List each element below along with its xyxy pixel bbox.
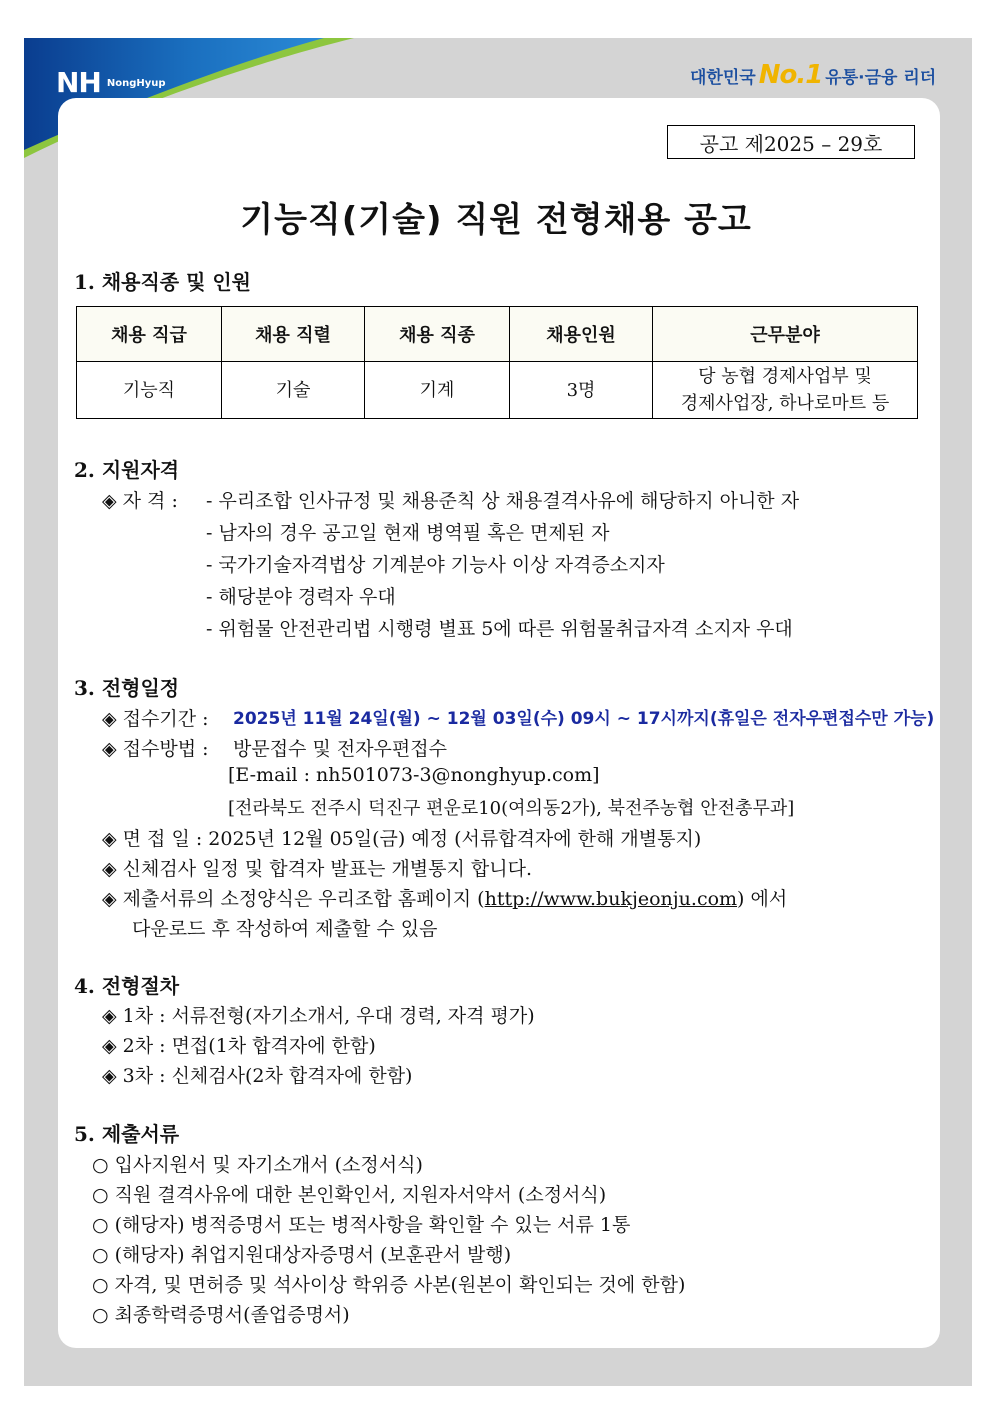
physical-line: ◈ 신체검사 일정 및 합격자 발표는 개별통지 합니다.: [102, 858, 533, 880]
cell-field: [653, 362, 918, 419]
email-address[interactable]: nh501073-3@nonghyup.com: [316, 764, 593, 786]
slogan-left: 대한민국: [690, 67, 756, 88]
qualification-item: - 위험물 안전관리법 시행령 별표 5에 따른 위험물취급자격 소지자 우대: [206, 618, 793, 640]
procedure-item: ◈ 2차 : 면접(1차 합격자에 한함): [102, 1035, 376, 1057]
procedure-item: ◈ 3차 : 신체검사(2차 합격자에 한함): [102, 1065, 413, 1087]
col-header: 채용 직렬: [222, 307, 365, 362]
table-row: [77, 362, 918, 419]
forms-prefix: ◈ 제출서류의 소정양식은 우리조합 홈페이지 (: [102, 888, 485, 910]
document-item: ○ (해당자) 취업지원대상자증명서 (보훈관서 발행): [92, 1244, 512, 1266]
jobs-table: [76, 306, 918, 419]
email-suffix: ]: [592, 764, 600, 786]
method-label: ◈ 접수방법 :: [102, 738, 209, 760]
page-title: 기능직(기술) 직원 전형채용 공고: [240, 200, 752, 240]
document-item: ○ 자격, 및 면허증 및 석사이상 학위증 사본(원본이 확인되는 것에 한함): [92, 1274, 686, 1296]
col-header: 채용인원: [510, 307, 653, 362]
slogan-no1: No.1: [758, 60, 823, 90]
document-item: ○ 입사지원서 및 자기소개서 (소정서식): [92, 1154, 423, 1176]
document-item: ○ (해당자) 병적증명서 또는 병적사항을 확인할 수 있는 서류 1통: [92, 1214, 631, 1236]
cell-grade: 기능직: [77, 362, 222, 419]
slogan: [690, 60, 936, 90]
section4-heading: 4. 전형절차: [74, 974, 180, 998]
section5-heading: 5. 제출서류: [74, 1122, 180, 1146]
email-line: [228, 764, 600, 786]
forms-suffix: ) 에서: [737, 888, 788, 910]
slogan-right: 유통·금융 리더: [825, 67, 937, 88]
forms-line: [102, 884, 787, 911]
period-label: ◈ 접수기간 :: [102, 708, 209, 730]
field-line: 당 농협 경제사업부 및: [698, 366, 872, 387]
cell-type: 기계: [365, 362, 510, 419]
col-header: 근무분야: [653, 307, 918, 362]
qualification-item: - 남자의 경우 공고일 현재 병역필 혹은 면제된 자: [206, 522, 610, 544]
address-line: [전라북도 전주시 덕진구 편운로10(여의동2가), 북전주농협 안전총무과]: [228, 798, 795, 819]
email-prefix: [E-mail :: [228, 764, 317, 786]
logo-text: NH: [56, 66, 101, 99]
qualification-item: - 우리조합 인사규정 및 채용준칙 상 채용결격사유에 해당하지 아니한 자: [206, 490, 800, 512]
col-header: 채용 직급: [77, 307, 222, 362]
document-item: ○ 직원 결격사유에 대한 본인확인서, 지원자서약서 (소정서식): [92, 1184, 607, 1206]
logo-subtext: NongHyup: [106, 78, 166, 89]
qualification-item: - 국가기술자격법상 기계분야 기능사 이상 자격증소지자: [206, 554, 665, 576]
table-header-row: [77, 307, 918, 362]
qualification-label: ◈ 자 격 :: [102, 490, 178, 512]
procedure-item: ◈ 1차 : 서류전형(자기소개서, 우대 경력, 자격 평가): [102, 1005, 535, 1027]
field-line: 경제사업장, 하나로마트 등: [680, 393, 890, 414]
method-value: 방문접수 및 전자우편접수: [233, 738, 447, 760]
section2-heading: 2. 지원자격: [74, 458, 180, 482]
cell-count: 3명: [510, 362, 653, 419]
section3-heading: 3. 전형일정: [74, 676, 180, 700]
homepage-link[interactable]: http://www.bukjeonju.com: [484, 888, 738, 910]
forms-line2: 다운로드 후 작성하여 제출할 수 있음: [132, 918, 438, 940]
notice-number-box: 공고 제2025 – 29호: [667, 125, 915, 159]
nh-logo: [56, 66, 166, 99]
qualification-item: - 해당분야 경력자 우대: [206, 586, 396, 608]
document-item: ○ 최종학력증명서(졸업증명서): [92, 1304, 350, 1326]
cell-series: 기술: [222, 362, 365, 419]
col-header: 채용 직종: [365, 307, 510, 362]
period-value: 2025년 11월 24일(월) ~ 12월 03일(수) 09시 ~ 17시까지(휴일은 전자우편접수만 가능): [233, 709, 935, 729]
section1-heading: 1. 채용직종 및 인원: [74, 270, 252, 294]
interview-line: ◈ 면 접 일 : 2025년 12월 05일(금) 예정 (서류합격자에 한해 개별통지): [102, 828, 702, 850]
